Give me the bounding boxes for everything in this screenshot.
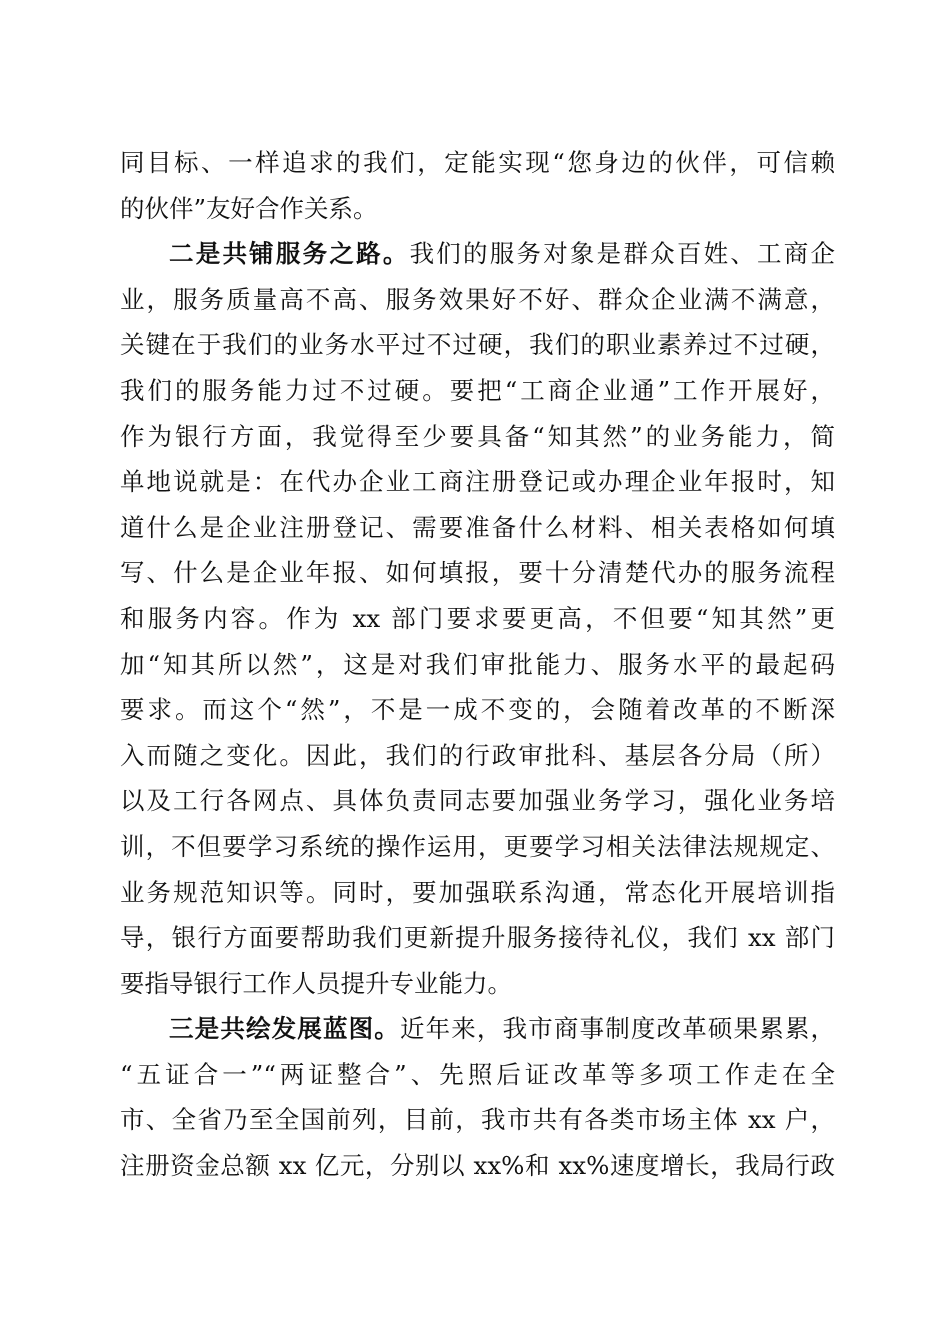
paragraph-3-lead: 三是共绘发展蓝图。 <box>169 1014 400 1044</box>
paragraph-2-line-15: 业务规范知识等。同时，要加强联系沟通，常态化开展培训指 <box>120 877 835 907</box>
paragraph-2-first-text: 我们的服务对象是群众百姓、工商企 <box>409 239 835 269</box>
paragraph-2-line-4: 我们的服务能力过不过硬。要把“工商企业通”工作开展好， <box>120 375 835 405</box>
paragraph-2-line-11: 要求。而这个“然”，不是一成不变的，会随着改革的不断深 <box>120 695 835 725</box>
paragraph-2-line-8: 写、什么是企业年报、如何填报，要十分清楚代办的服务流程 <box>120 558 835 588</box>
paragraph-1-line-1: 同目标、一样追求的我们，定能实现“您身边的伙伴，可信赖 <box>120 148 835 177</box>
paragraph-2-line-13: 以及工行各网点、具体负责同志要加强业务学习，强化业务培 <box>120 786 835 816</box>
document-body <box>120 140 835 1189</box>
paragraph-2-lead: 二是共铺服务之路。 <box>169 239 410 269</box>
paragraph-2-line-7: 道什么是企业注册登记、需要准备什么材料、相关表格如何填 <box>120 512 835 542</box>
paragraph-2-line-17: 要指导银行工作人员提升专业能力。 <box>120 968 512 998</box>
paragraph-3-line-3: 市、全省乃至全国前列，目前，我市共有各类市场主体 xx 户， <box>120 1105 835 1135</box>
paragraph-3-first-text: 近年来，我市商事制度改革硕果累累， <box>399 1014 835 1044</box>
paragraph-2-line-16: 导，银行方面要帮助我们更新提升服务接待礼仪，我们 xx 部门 <box>120 923 835 953</box>
paragraph-2-line-10: 加“知其所以然”，这是对我们审批能力、服务水平的最起码 <box>120 649 835 679</box>
paragraph-1-line-2: 的伙伴”友好合作关系。 <box>120 193 378 223</box>
paragraph-2-line-14: 训，不但要学习系统的操作运用，更要学习相关法律法规规定、 <box>120 831 835 861</box>
paragraph-3-line-2: “五证合一”“两证整合”、先照后证改革等多项工作走在全 <box>120 1059 835 1089</box>
paragraph-2-line-6: 单地说就是：在代办企业工商注册登记或办理企业年报时，知 <box>120 467 835 497</box>
paragraph-3-line-1 <box>120 1006 835 1052</box>
paragraph-2-line-5: 作为银行方面，我觉得至少要具备“知其然”的业务能力，简 <box>120 421 835 451</box>
paragraph-2-line-1 <box>120 231 835 277</box>
paragraph-2-line-2: 业，服务质量高不高、服务效果好不好、群众企业满不满意， <box>120 284 835 314</box>
paragraph-2-line-9: 和服务内容。作为 xx 部门要求要更高，不但要“知其然”更 <box>120 603 835 633</box>
paragraph-2-line-3: 关键在于我们的业务水平过不过硬，我们的职业素养过不过硬， <box>120 330 835 360</box>
paragraph-2-line-12: 入而随之变化。因此，我们的行政审批科、基层各分局（所） <box>120 740 835 770</box>
paragraph-3-line-4: 注册资金总额 xx 亿元，分别以 xx%和 xx%速度增长，我局行政 <box>120 1151 835 1181</box>
